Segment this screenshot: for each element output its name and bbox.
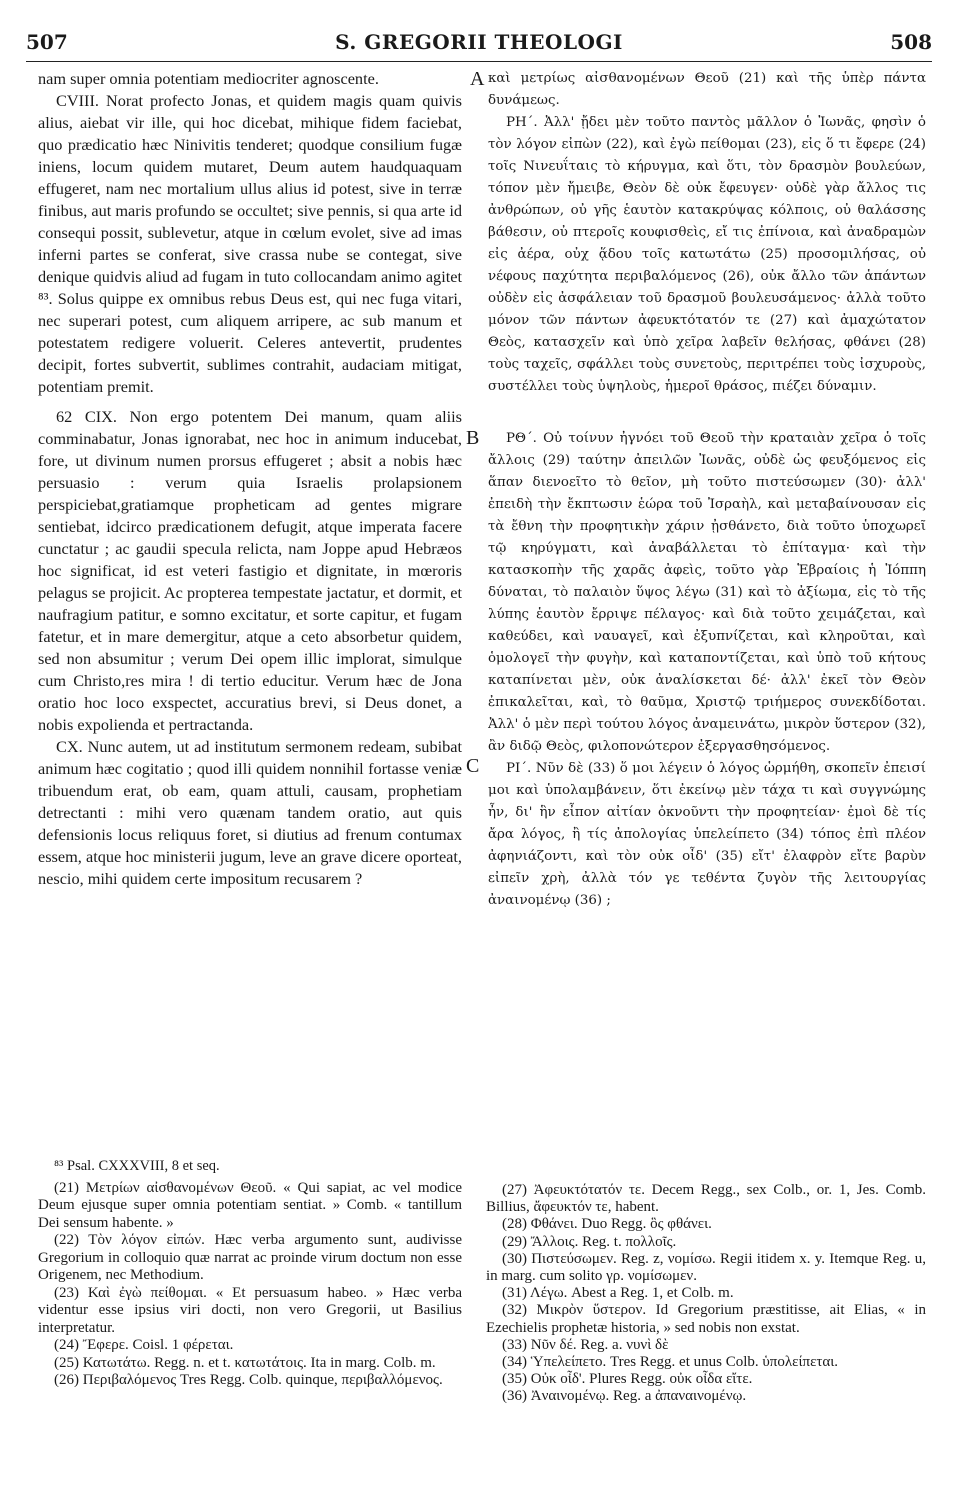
- footnote: (22) Τὸν λόγον εἰπών. Hæc verba argumento sunt, audivisse Gregorium in colloquio quæ narrat ac proinde virum doctum non esse Origenem, nec Methodium.: [38, 1232, 462, 1283]
- latin-paragraph: nam super omnia potentiam mediocriter agnoscente.: [38, 69, 379, 88]
- footnotes-right: [486, 1182, 926, 1493]
- footnote: (29) Ἄλλοις. Reg. t. πολλοῖς.: [502, 1233, 677, 1250]
- margin-marker-c: C: [466, 755, 480, 777]
- footnote: (28) Φθάνει. Duo Regg. ὃς φθάνει.: [502, 1216, 712, 1233]
- latin-paragraph: CX. Nunc autem, ut ad institutum sermonem redeam, subibat animum hæc cogitatio ; quod illi quidem nonnihil fortasse veniæ tribuendum erat, ob eam, quam attuli, causam, prophetiam detrectanti : mihi vero quænam tandem oratio, aut quis defensionis locus reliquus foret, si diutius ad frenum contumax essem, atque hoc ministerii jugum, leve an grave dicere oporteat, nescio, mihi quidem certe impositum recusarem ?: [38, 737, 462, 888]
- footnote: (26) Περιβαλόμενος Tres Regg. Colb. quinque, περιβαλλόμενος.: [54, 1372, 443, 1388]
- footnote: (21) Μετρίων αἰσθανομένων Θεοῦ. « Qui sapiat, ac vel modice Deum ejusque super omnia potentiam sentiat. » Comb. « tantillum Dei sensum habente. »: [38, 1179, 462, 1231]
- footnote: (30) Πιστεύσωμεν. Reg. z, νομίσω. Regii itidem x. y. Itemque Reg. u, in marg. cum solito γρ. νομίσωμεν.: [486, 1250, 926, 1285]
- greek-paragraph: ΡΙ΄. Νῦν δὲ (33) ὅ μοι λέγειν ὁ λόγος ὡρμήθη, σκοπεῖν ἐπεισί μοι καὶ ὑπολαμβάνειν, ὅτι ἐκείνῳ μὲν τάχα τι καὶ συγγνώμης ἦν, δι' ἣν εἶπον αἰτίαν ὀκνοῦντι τὴν προφητείαν· ἐμοὶ δὲ τίς ἄρα λόγος, ἢ τίς ἀπολογίας ὑπελείπετο (34) τόπος ἐπὶ πλέον ἀφηνιάζοντι, καὶ τὸν οὐκ οἶδ' (35) εἴτ' ἐλαφρὸν εἴτε βαρὺν εἰπεῖν χρὴ, ἀλλὰ τόν γε τεθέντα ζυγὸν τῆς λειτουργίας ἀναινομένῳ (36) ;: [488, 761, 926, 908]
- footnote: (23) Καὶ ἐγὼ πείθομαι. « Et persuasum habeo. » Hæc verba videntur esse ipsius viri docti, non vero Gregorii, ut Basilius interpretatur.: [38, 1284, 462, 1336]
- footnote-ref-83: ⁸³ Psal. CXXXVIII, 8 et seq.: [54, 1158, 220, 1174]
- footnote: (24) Ἔφερε. Coisl. 1 φέρεται.: [54, 1337, 234, 1353]
- latin-paragraph: CVIII. Norat profecto Jonas, et quidem magis quam quivis alius, aiebat vir ille, qui hoc dicebat, mihique fidem faciebat, quo prædicatio hæc Ninivitis tenderet; quodque consilium fugæ iniens, locum quidem mutaret, Deum autem haudquaquam effugeret, nam nec mortalium ullus alius id potest, sive in terræ finibus, aut maris profundo se occultet; sive pennis, si qua arte id consequi possit, sublevetur, atque in cœlum evolet, sive ad imas inferni partes se conferat, sive crassa nube se contegat, sive denique quidvis aliud ad fugam in tuto collocandam animo agitet ⁸³. Solus quippe ex omnibus rebus Deus est, qui nec fuga vitari, nec superari potest, cum aliquem arripere, ac sub manum et potestatem redigere voluerit. Celeres antevertit, prudentes decipit, fortes subvertit, sublimes contrahit, audaciam mitigat, potentiam premit.: [38, 91, 462, 396]
- footnote: (35) Οὐκ οἶδ'. Plures Regg. οὐκ οἶδα εἴτε.: [502, 1371, 753, 1388]
- footnote: (33) Νῦν δέ. Reg. a. νυνὶ δὲ: [502, 1336, 669, 1353]
- page-header: [26, 22, 932, 62]
- greek-paragraph: ΡΘ΄. Οὐ τοίνυν ἠγνόει τοῦ Θεοῦ τὴν κραταιὰν χεῖρα ὁ τοῖς ἄλλοις (29) ταύτην ἀπειλῶν Ἰωνᾶς, οὐδὲ ὡς φευξόμενος εἰς ἅπαν διενοεῖτο τὸ θεῖον, μὴ τοῦτο πιστεύσωμεν (30)· ἀλλ' ἐπειδὴ τὴν ἔκπτωσιν ἑώρα τοῦ Ἰσραὴλ, καὶ μεταβαίνουσαν εἰς τὰ ἔθνη τὴν προφητικὴν χάριν ᾐσθάνετο, διὰ τοῦτο ὑποχωρεῖ τῷ κηρύγματι, καὶ ἀναβάλλεται τὸ ἐπίταγμα· καὶ τὴν κατασκοπὴν τῆς χαρᾶς ἀφεὶς, τοῦτο γὰρ Ἑβραίοις ἡ Ἰόππη δύναται, τὸ παλαιὸν ὕψος λέγω (31) καὶ τὸ ἀξίωμα, εἰς τὸ τῆς λύπης ἑαυτὸν ἔρριψε πέλαγος· καὶ διὰ τοῦτο χειμάζεται, καὶ καθεύδει, καὶ ναυαγεῖ, καὶ ἐξυπνίζεται, καὶ κληροῦται, καὶ ὁμολογεῖ τὴν φυγὴν, καὶ καταποντίζεται, καὶ ὑπὸ τοῦ κήτους καταπίνεται μὲν, οὐκ ἀναλίσκεται δέ· ἀλλ' ἐκεῖ τὸν Θεὸν ἐπικαλεῖται, καὶ, τὸ θαῦμα, Χριστῷ τριήμερος συνεκδίδοται. Ἀλλ' ὁ μὲν περὶ τούτου λόγος ἀναμεινάτω, μικρὸν ὕστερον (32), ἂν διδῷ Θεὸς, φιλοπονώτερον ἐξεργασθησόμενος.: [488, 431, 926, 754]
- margin-marker-a: A: [470, 68, 485, 90]
- greek-paragraph: καὶ μετρίως αἰσθανομένων Θεοῦ (21) καὶ τῆς ὑπὲρ πάντα δυνάμεως.: [488, 71, 926, 108]
- greek-column: [488, 68, 926, 1053]
- header-rule: [26, 61, 932, 62]
- footnote: (32) Μικρὸν ὕστερον. Id Gregorium præstitisse, ait Elias, « in Ezechielis prophetæ historia, » sed nobis non exstat.: [486, 1302, 926, 1336]
- page-number-left: 507: [26, 30, 68, 54]
- footnote: (27) Ἀφευκτότατόν τε. Decem Regg., sex Colb., or. 1, Jes. Comb. Billius, ἄφευκτόν τε, habent.: [486, 1182, 926, 1216]
- page-number-right: 508: [890, 30, 932, 54]
- running-title: S. GREGORII THEOLOGI: [335, 30, 623, 54]
- footnote: (36) Ἀναινομένῳ. Reg. a ἀπαναινομένῳ.: [502, 1388, 747, 1405]
- margin-marker-b: B: [466, 427, 480, 449]
- footnote: (31) Λέγω. Abest a Reg. 1, et Colb. m.: [502, 1285, 734, 1302]
- footnote: (34) Ὑπελείπετο. Tres Regg. et unus Colb. ὑπολείπεται.: [502, 1354, 839, 1371]
- latin-column: [38, 68, 462, 1153]
- footnotes-left: [38, 1158, 462, 1493]
- greek-paragraph: ΡΗ΄. Ἀλλ' ᾔδει μὲν τοῦτο παντὸς μᾶλλον ὁ Ἰωνᾶς, φησὶν ὁ τὸν λόγον εἰπὼν (22), καὶ ἐγὼ πείθομαι (23), εἰς ὅ τι ἔφερε (24) τοῖς Νινευΐταις τὸ κήρυγμα, καὶ ὅτι, τὸν δρασμὸν βουλεύων, τόπον μὲν ἤμειβε, Θεὸν δὲ οὐκ ἔφευγεν· οὐδὲ γὰρ ἄλλος τις ἀνθρώπων, οὐ γῆς ἑαυτὸν κατακρύψας κόλποις, οὐ θαλάσσης βάθεσιν, οὐ πτεροῖς κουφισθεὶς, εἴ τις ἐπίνοια, καὶ ἀναδραμὼν εἰς ἀέρα, οὐχ ᾅδου τοῖς κατωτάτω (25) προσομιλήσας, οὐ νέφους παχύτητα περιβαλόμενος (26), οὐκ ἄλλο τῶν ἁπάντων οὐδὲν εἰς ἀσφάλειαν τοῦ δρασμοῦ βουλευσάμενος· ἀλλὰ τοῦτο μόνον τῶν πάντων ἀφευκτότατόν τε (27) καὶ ἀμαχώτατον Θεὸς, κατασχεῖν καὶ ὑπὸ χεῖρα λαβεῖν θελήσας, φθάνει (28) τοὺς ταχεῖς, σφάλλει τοὺς συνετοὺς, περιτρέπει τοὺς ἰσχυροὺς, συστέλλει τοὺς ὑψηλοὺς, ἡμεροῖ θράσος, πιέζει δύναμιν.: [488, 115, 926, 394]
- footnote: (25) Κατωτάτω. Regg. n. et t. κατωτάτοις. Ita in marg. Colb. m.: [54, 1354, 436, 1371]
- latin-paragraph: 62 CIX. Non ergo potentem Dei manum, quam aliis comminabatur, Jonas ignorabat, nec hoc in animum inducebat, fore, ut divinum numen prorsus effugeret ; absit a nobis hæc persuasio : verum quia Israelis prolapsionem perspiciebat,gratiamque propheticam ad gentes migrare sentiebat, idcirco prædicationem defugit, atque imperata facere cunctatur ; ac gaudii specula relicta, nam Joppe apud Hebræos hoc significat, id est veteri fastigio et dignitate, in mœroris pelagus se projicit. Ac propterea tempestate jactatur, et dormit, et naufragium patitur, e somno excitatur, et sorte capitur, et fugam fatetur, et in mare demergitur, atque a ceto absorbetur quidem, sed non absumitur ; verum Dei opem illic implorat, simulque cum Christo,res mira ! di tertio educitur. Verum hæc de Jona oratio hoc loco exspectet, accuratius brevi, si Deus donet, a nobis expolienda et pertractanda.: [38, 407, 462, 734]
